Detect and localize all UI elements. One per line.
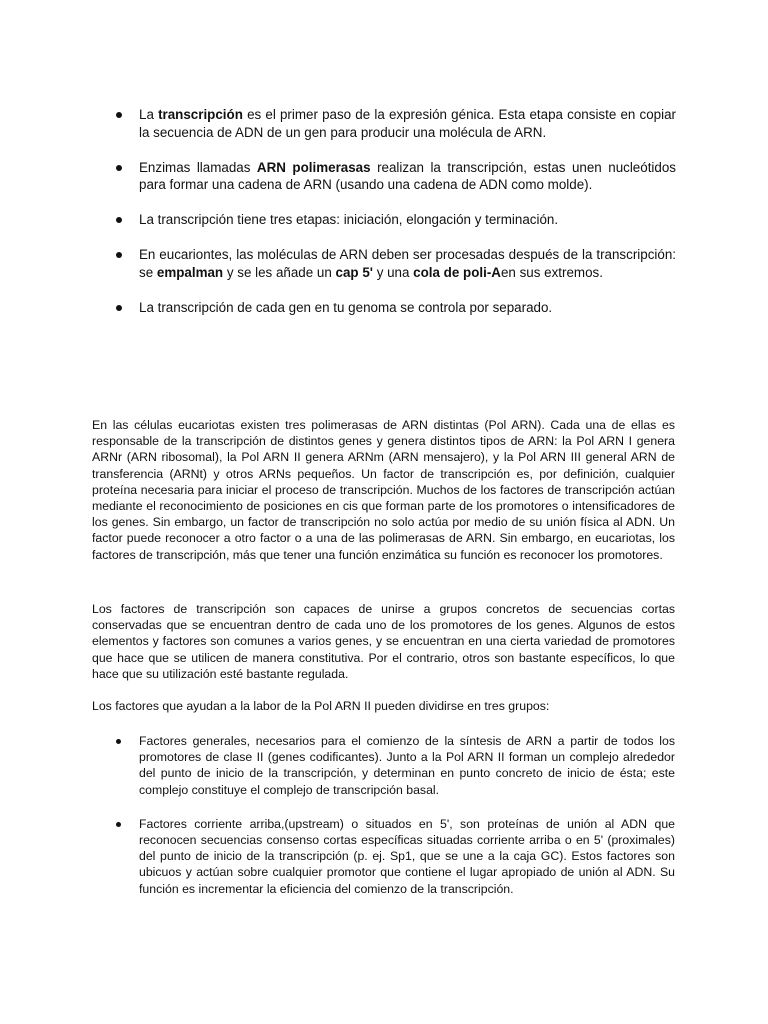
paragraph-polimerasas xyxy=(92,417,675,563)
bold-term: empalman xyxy=(156,264,224,280)
paragraph-text: En las células eucariotas existen tres polimerasas de ARN distintas (Pol ARN). Cada una de ellas es responsable de la transcripción de distintos genes y genera distintos tipos de ARN: la Pol ARN I genera ARNr (ARN ribosomal), la Pol ARN II genera ARNm (ARN mensajero), y la Pol ARN III general ARN de transferencia (ARNt) y otros ARNs pequeños. Un factor de transcripción es, por definición, cualquier proteína necesaria para iniciar el proceso de transcripción. Muchos de los factores de transcripción actúan mediante el reconocimiento de posiciones en cis que forman parte de los promotores o intensificadores de los genes. Sin embargo, un factor de transcripción no solo actúa por medio de su unión física al ADN. Un factor puede reconocer a otro factor o a una de las polimerasas de ARN. Sin embargo, en eucariotas, los factores de transcripción, más que tener una función enzimática su función es reconocer los promotores. xyxy=(92,418,675,562)
bullet-item-transcripcion xyxy=(116,106,676,142)
bullet-text: es el primer paso de la expresión génica. Esta etapa consiste en copiar la secuencia de ADN de un gen para producir una molécula de ARN. xyxy=(139,107,676,140)
bullet-item-factores-upstream: Factores corriente arriba,(upstream) o situados en 5', son proteínas de unión al ADN que reconocen secuencias consenso cortas específicas situadas corriente arriba o en 5' (proximales) del punto de inicio de la transcripción (p. ej. Sp1, que se une a la caja GC). Estos factores son ubicuos y actúan sobre cualquier promotor que contiene el lugar apropiado de unión al ADN. Su función es incrementar la eficiencia del comienzo de la transcripción. xyxy=(116,816,675,897)
bullet-text: En eucariontes, las moléculas de ARN deben ser procesadas después de la transcripción: se xyxy=(139,246,676,280)
bullet-text: La transcripción de cada gen en tu genoma se controla por separado. xyxy=(139,299,553,315)
paragraph-text: Los factores de transcripción son capaces de unirse a grupos concretos de secuencias cortas conservadas que se encuentran dentro de cada uno de los promotores de los genes. Algunos de estos elementos y factores son comunes a varios genes, y se encuentran en una cierta variedad de promotores que hace que se utilicen de manera constitutiva. Por el contrario, otros son bastante específicos, lo que hace que su utilización esté bastante regulada. xyxy=(92,602,675,681)
bold-term: transcripción xyxy=(158,107,243,122)
bullet-text: y una xyxy=(372,264,414,280)
bullet-item-factores-generales: Factores generales, necesarios para el comienzo de la síntesis de ARN a partir de todos los promotores de clase II (genes codificantes). Junto a la Pol ARN II forman un complejo alrededor del punto de inicio de la transcripción, y determinan en punto concreto de inicio de ésta; este complejo constituye el complejo de transcripción basal. xyxy=(116,733,675,798)
paragraph-text: Los factores que ayudan a la labor de la Pol ARN II pueden dividirse en tres grupos: xyxy=(92,699,550,713)
summary-bullet-list xyxy=(116,106,676,333)
bullet-text: realizan la transcripción, estas unen nucleótidos para formar una cadena de ARN (usando una cadena de ADN como molde). xyxy=(139,159,676,193)
bullet-text: La xyxy=(139,107,159,122)
bold-term: ARN polimerasas xyxy=(256,159,371,175)
bold-term: cola de poli-A xyxy=(413,264,501,280)
bullet-text: La transcripción tiene tres etapas: iniciación, elongación y terminación. xyxy=(139,212,559,228)
bullet-text: Enzimas llamadas xyxy=(139,159,257,175)
bullet-text: y se les añade un xyxy=(223,264,336,280)
bold-term: cap 5' xyxy=(335,264,373,280)
bullet-item-polimerasas xyxy=(116,159,676,195)
paragraph-factores xyxy=(92,601,675,682)
factor-groups-list xyxy=(116,733,675,915)
bullet-item-eucariontes xyxy=(116,246,676,282)
bullet-item-etapas xyxy=(116,211,676,229)
bullet-text: en sus extremos. xyxy=(500,264,603,280)
paragraph-grupos-intro xyxy=(92,698,675,714)
bullet-item-control xyxy=(116,299,676,317)
